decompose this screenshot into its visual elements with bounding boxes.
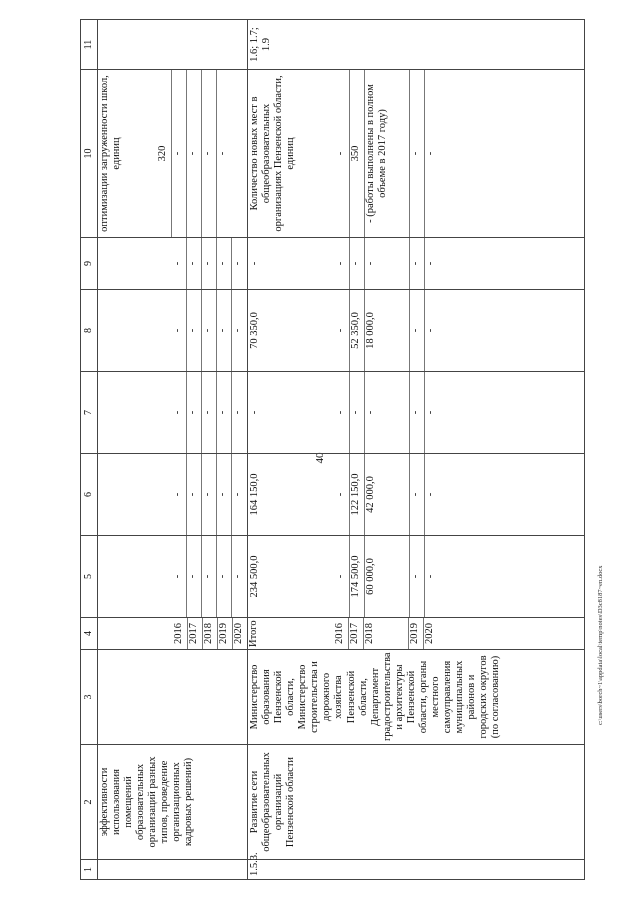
page-number: 40 [314,452,326,464]
col-number-11: 11 [81,20,98,70]
amount-other [248,238,585,290]
indicator-cell [98,70,248,238]
value: 350 [350,70,365,237]
amount-regional [98,454,248,536]
year: 2018 [364,617,409,650]
value: - [202,238,217,289]
value: - [410,536,425,617]
value: - [217,151,228,156]
value: - [335,372,350,453]
value: - [202,290,217,371]
amount-federal [98,372,248,454]
indicator-label: оптимизации загруженности школ, единиц [99,75,123,232]
value: - [202,70,217,237]
value: - [172,536,187,617]
value: - [410,372,425,453]
value: - [232,261,243,266]
col-number-6: 6 [81,454,98,536]
value: - [217,290,232,371]
value: - [410,290,425,371]
year: 2016 [334,617,349,650]
value: - [335,70,350,237]
total-value: 70 350,0 [249,312,260,349]
value: - [217,372,232,453]
amount-total [98,536,248,618]
value: - [335,290,350,371]
value: - [335,536,350,617]
value: - [172,372,187,453]
value: - [232,328,243,333]
value: - (работы выполнены в полном объеме в 2017 году) [365,70,410,237]
value: - [335,454,350,535]
header-row [81,20,98,880]
years-cell [248,618,585,650]
value: 122 150,0 [350,454,365,535]
value: - [350,372,365,453]
value: - [187,70,202,237]
table-row-1-5-3 [248,20,585,880]
file-path-footer: c:\users\borch~1\appdata\local\temp\notes\D3c8187~en.docx [597,565,604,725]
value: - [202,454,217,535]
year: 2017 [349,617,364,650]
year: 2019 [409,617,424,650]
indicator-label: Количество новых мест в общеобразовательных организациях Пензенской области, единиц [249,75,297,232]
row-number: 1.5.3. [248,860,585,880]
value: - [425,151,436,156]
measure-description: Развитие сети общеобразовательных организаций Пензенской области [248,745,585,860]
value: - [350,238,365,289]
col-number-5: 5 [81,536,98,618]
value: - [410,454,425,535]
year: 2016 [173,617,188,650]
value: - [187,290,202,371]
total-label: Итого [248,620,259,647]
amount-total [248,536,585,618]
value: - [425,492,436,497]
value: - [365,238,410,289]
amount-local [248,290,585,372]
value: - [202,536,217,617]
col-number-3: 3 [81,650,98,745]
value: - [365,372,410,453]
value: - [410,70,425,237]
year: 2019 [218,617,233,650]
target-reference [98,20,248,70]
row-number-cell [98,860,248,880]
year: 2018 [203,617,218,650]
value: - [217,454,232,535]
measure-description: эффективности использования помещений образовательных организаций разных типов, проведение организационных кадровых решений) [98,745,248,860]
value: - [172,70,187,237]
value: - [187,372,202,453]
program-table [80,19,585,880]
value: - [425,410,436,415]
value: 320 [157,70,172,237]
value: - [425,328,436,333]
amount-federal [248,372,585,454]
value: - [425,261,436,266]
value: - [232,492,243,497]
value: - [410,238,425,289]
col-number-8: 8 [81,290,98,372]
value: - [217,536,232,617]
target-reference: 1.6; 1.7; 1.9 [248,20,585,70]
total-value: 164 150,0 [249,473,260,516]
year: 2017 [188,617,203,650]
value: 174 500,0 [350,536,365,617]
total-value: 234 500,0 [249,555,260,598]
value: 60 000,0 [365,536,410,617]
executor-cell [98,650,248,745]
col-number-1: 1 [81,860,98,880]
year: 2020 [233,623,244,644]
amount-local [98,290,248,372]
col-number-10: 10 [81,70,98,238]
years-cell [98,618,248,650]
value: - [335,238,350,289]
value: 18 000,0 [365,290,410,371]
table-row-continuation [98,20,248,880]
value: - [202,372,217,453]
value: 42 000,0 [365,454,410,535]
col-number-9: 9 [81,238,98,290]
value: - [187,454,202,535]
value: - [425,574,436,579]
value: - [187,238,202,289]
executor-cell: Министерство образования Пензенской области, Министерство строительства и дорожного хозяйства Пензенской области, Департамент градостроительства и архитектуры Пензенской области, органы местного самоуправления муниципальных районов и городских округов (по согласованию) [248,650,585,745]
value: - [187,536,202,617]
value: 52 350,0 [350,290,365,371]
value: - [172,238,187,289]
year: 2020 [424,623,435,644]
total-value: - [249,410,260,415]
amount-regional [248,454,585,536]
value: - [217,238,232,289]
value: - [172,454,187,535]
amount-other [98,238,248,290]
col-number-4: 4 [81,618,98,650]
value: - [232,410,243,415]
value: - [172,290,187,371]
indicator-cell [248,70,585,238]
col-number-2: 2 [81,745,98,860]
total-value: - [249,261,260,266]
rotated-table-container [80,20,585,880]
value: - [232,574,243,579]
col-number-7: 7 [81,372,98,454]
